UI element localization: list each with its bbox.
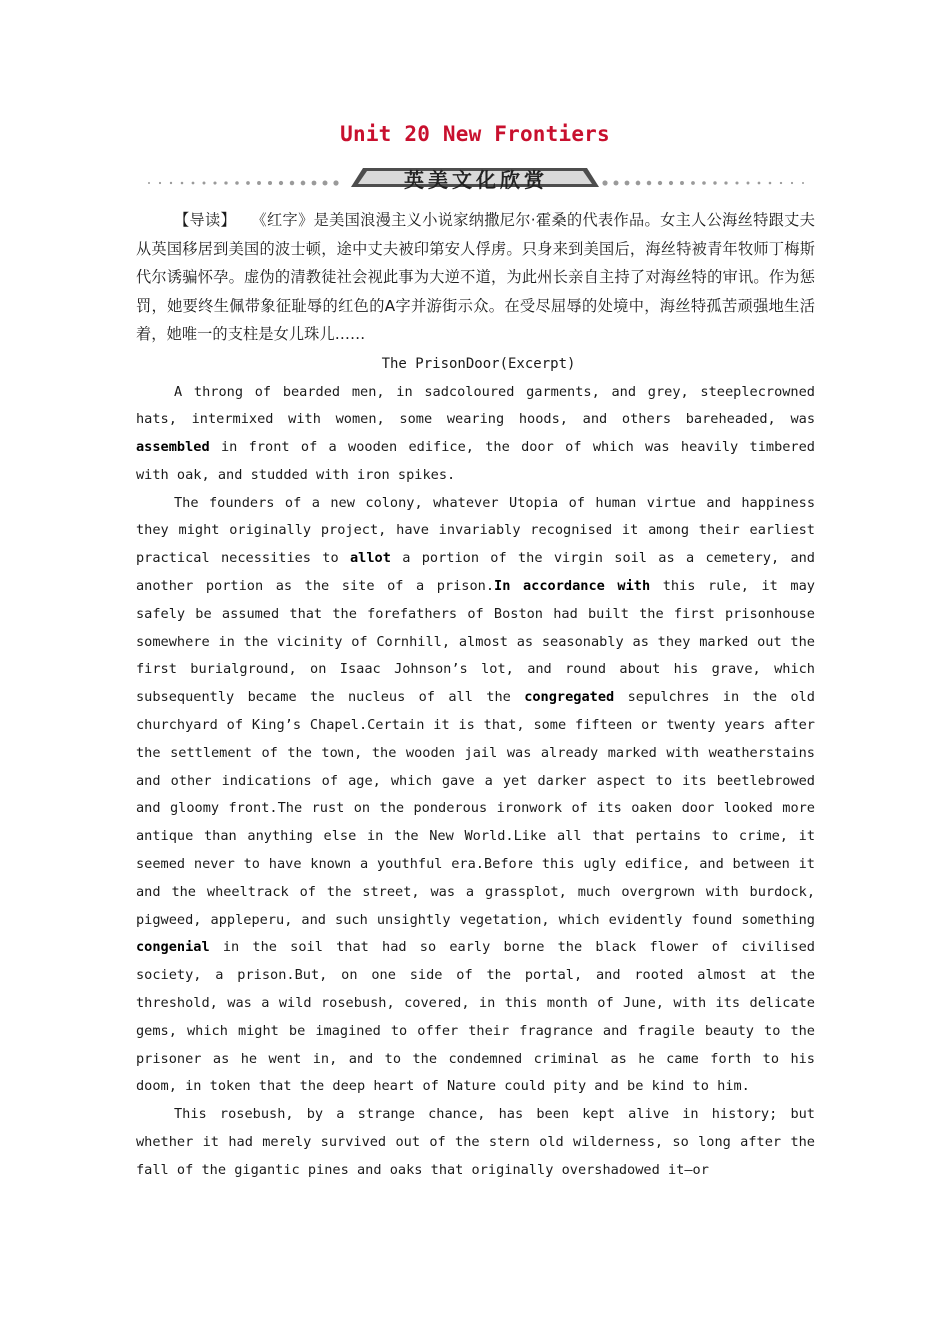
section-banner xyxy=(145,160,807,194)
passage-paragraph-2 xyxy=(136,490,815,1102)
keyword-congenial: congenial xyxy=(136,939,210,956)
keyword-assembled: assembled xyxy=(136,439,210,456)
p2-text-c: this rule, it may safely be assumed that the forefathers of Boston had built the first prisonhouse somewhere in the vicinity of Cornhill, almost as seasonably as they marked out the first burialground, on Isaac Johnson’s lot, and round about his grave, which subsequently became the nucleus of all the xyxy=(136,578,815,706)
intro-lead: 【导读】 xyxy=(174,211,237,229)
p1-text-a: A throng of bearded men, in sadcoloured garments, and grey, steeplecrowned hats, intermixed with women, some wearing hoods, and others bareheaded, was xyxy=(136,383,815,428)
p1-text-b: in front of a wooden edifice, the door of which was heavily timbered with oak, and studded with iron spikes. xyxy=(136,439,815,483)
p2-text-d: sepulchres in the old churchyard of King’s Chapel.Certain it is that, some fifteen or twenty years after the settlement of the town, the wooden jail was already marked with weatherstains and other indications of age, which gave a yet darker aspect to its beetlebrowed and gloomy front.The rust on the ponderous ironwork of its oaken door looked more antique than anything else in the New World.Like all that pertains to crime, it seemed never to have known a youthful era.Before this ugly edifice, and between it and the wheeltrack of the street, was a grassplot, much overgrown with burdock, pigweed, appleperu, and such unsightly vegetation, which evidently found something xyxy=(136,689,815,928)
p2-text-a: The founders of a new colony, whatever Utopia of human virtue and happiness they might originally project, have invariably recognised it among their earliest practical necessities to xyxy=(136,494,815,567)
keyword-in-accordance-with: In accordance with xyxy=(494,578,651,595)
document-body xyxy=(136,206,815,1185)
p2-text-e: in the soil that had so early borne the black flower of civilised society, a prison.But, on one side of the portal, and rooted almost at the threshold, was a wild rosebush, covered, in this month of June, with its delicate gems, which might be imagined to offer their fragrance and fragile beauty to the prisoner as he went in, and to the condemned criminal as he came forth to his doom, in token that the deep heart of Nature could pity and be kind to him. xyxy=(136,939,815,1095)
intro-paragraph xyxy=(136,206,815,349)
keyword-congregated: congregated xyxy=(524,689,615,706)
intro-text: 《红字》是美国浪漫主义小说家纳撒尼尔·霍桑的代表作品。女主人公海丝特跟丈夫从英国移居到美国的波士顿，途中丈夫被印第安人俘虏。只身来到美国后，海丝特被青年牧师丁梅斯代尔诱骗怀孕。虚伪的清教徒社会视此事为大逆不道，为此州长亲自主持了对海丝特的审讯。作为惩罚，她要终生佩带象征耻辱的红色的A字并游街示众。在受尽屈辱的处境中，海丝特孤苦顽强地生活着，她唯一的支柱是女儿珠儿…… xyxy=(136,211,815,343)
passage-title: The PrisonDoor(Excerpt) xyxy=(381,355,576,372)
passage-paragraph-1 xyxy=(136,379,815,490)
unit-title: Unit 20 New Frontiers xyxy=(340,122,610,146)
p2-text-b: a portion of the virgin soil as a cemetery, and another portion as the site of a prison. xyxy=(136,550,815,595)
keyword-allot: allot xyxy=(349,550,391,567)
banner-label: 英美文化欣赏 xyxy=(404,168,548,192)
p3-text-a: This rosebush, by a strange chance, has been kept alive in history; but whether it had merely survived out of the stern old wilderness, so long after the fall of the gigantic pines and oaks that originally overshadowed it—or xyxy=(136,1106,815,1178)
passage-paragraph-3 xyxy=(136,1101,815,1184)
